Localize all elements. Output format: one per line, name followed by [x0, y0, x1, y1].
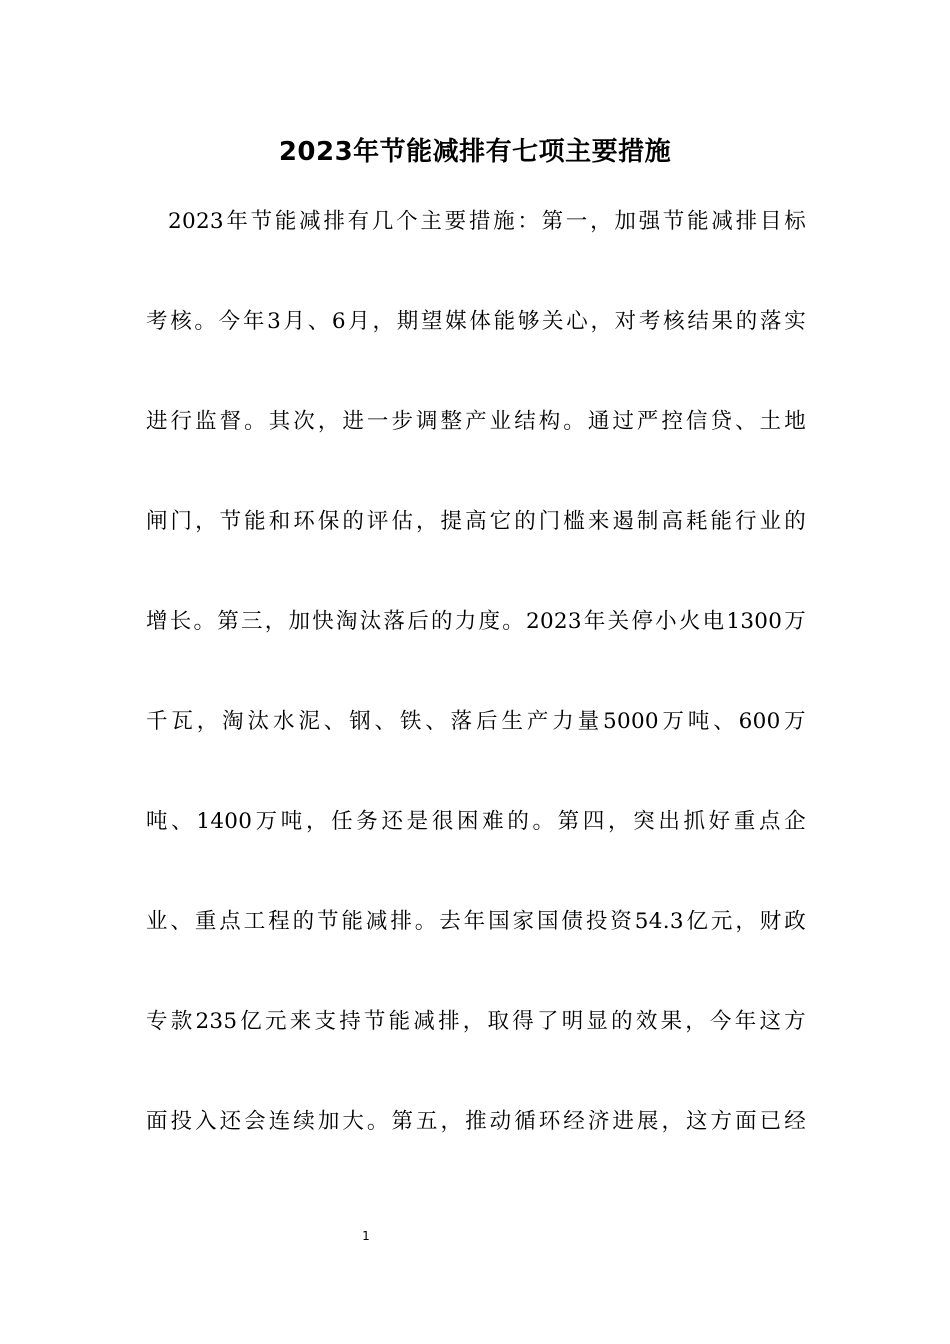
paragraph-line: 专款235亿元来支持节能减排，取得了明显的效果，今年这方 [146, 1009, 806, 1034]
page-number: 1 [362, 1229, 370, 1243]
paragraph-line: 业、重点工程的节能减排。去年国家国债投资54.3亿元，财政 [146, 909, 806, 934]
paragraph-line: 吨、1400万吨，任务还是很困难的。第四，突出抓好重点企 [146, 809, 806, 834]
paragraph-line: 千瓦，淘汰水泥、钢、铁、落后生产力量5000万吨、600万 [146, 709, 806, 734]
document-title: 2023年节能减排有七项主要措施 [278, 137, 672, 167]
paragraph-line: 进行监督。其次，进一步调整产业结构。通过严控信贷、土地 [146, 409, 806, 434]
paragraph-line: 增长。第三，加快淘汰落后的力度。2023年关停小火电1300万 [146, 609, 806, 634]
paragraph-line: 闸门，节能和环保的评估，提高它的门槛来遏制高耗能行业的 [146, 509, 806, 534]
paragraph-line: 2023年节能减排有几个主要措施：第一，加强节能减排目标 [168, 209, 806, 234]
paragraph-line: 考核。今年3月、6月，期望媒体能够关心，对考核结果的落实 [146, 309, 806, 334]
paragraph-line: 面投入还会连续加大。第五，推动循环经济进展，这方面已经 [146, 1109, 806, 1134]
